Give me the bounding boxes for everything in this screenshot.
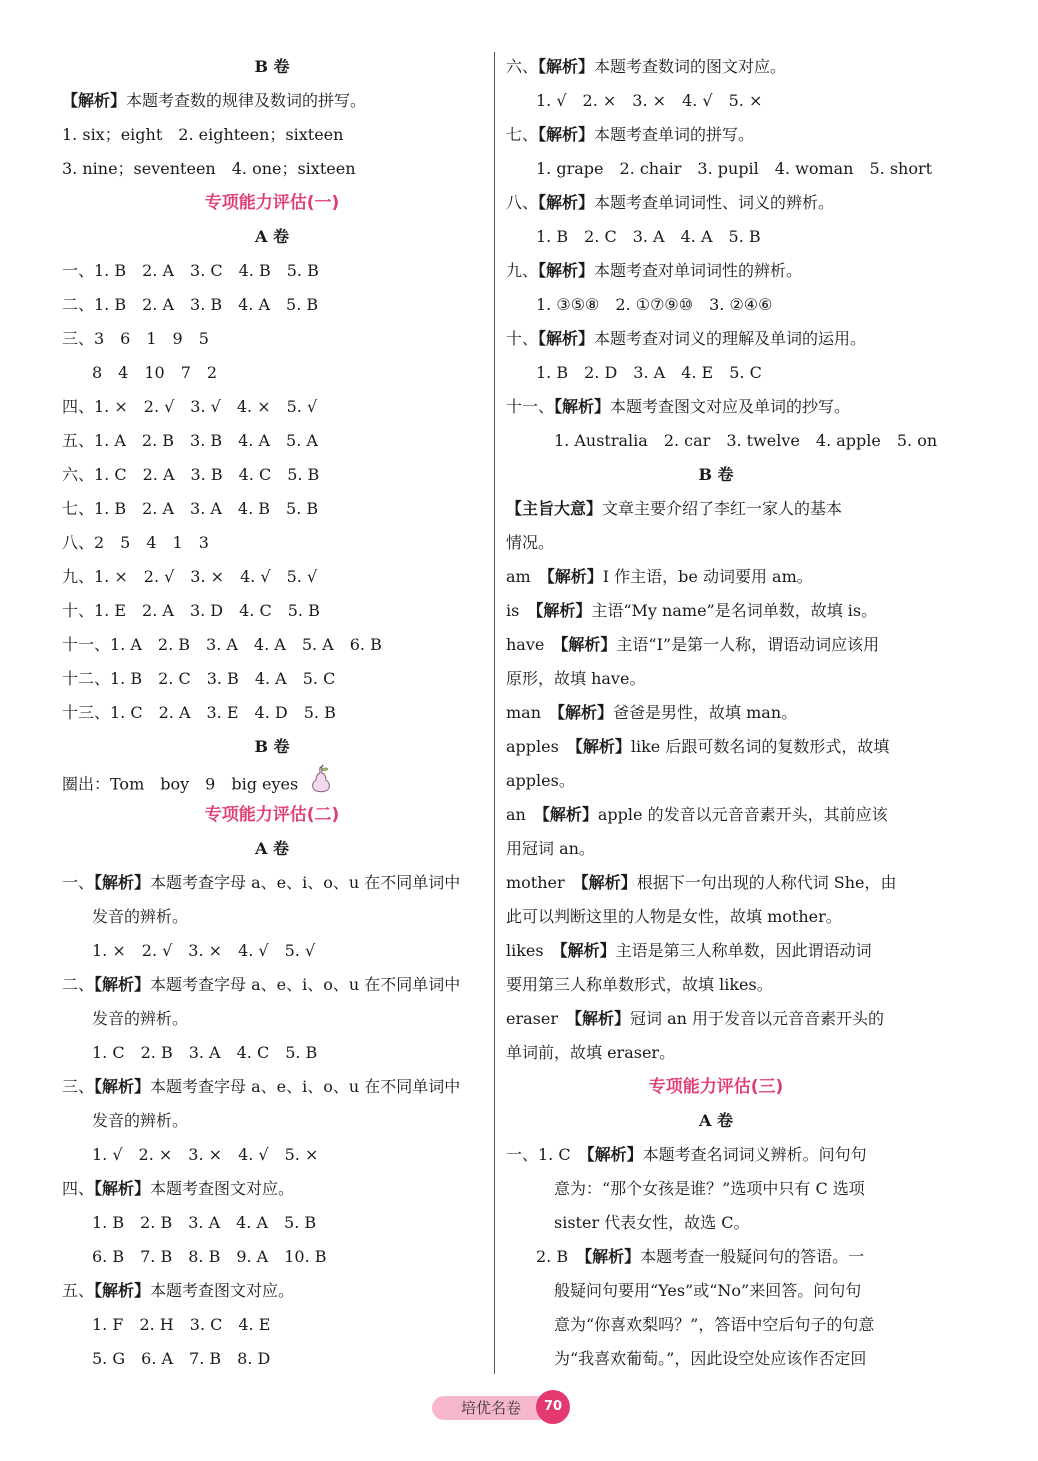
answer-line: likes 【解析】主语是第三人称单数，因此谓语动词	[506, 941, 872, 960]
answer-line: 圈出：Tom boy 9 big eyes	[62, 764, 482, 798]
answer-line: 七、【解析】本题考查单词的拼写。	[506, 125, 755, 144]
answer-line: 原形，故填 have。	[506, 669, 646, 688]
answer-line: 十一、【解析】本题考查图文对应及单词的抄写。	[506, 397, 851, 416]
section-title: 专项能力评估(二)	[204, 805, 340, 825]
section-title: 专项能力评估(一)	[204, 193, 340, 213]
answer-line: is 【解析】主语“My name”是名词单数，故填 is。	[506, 601, 878, 620]
answer-line: 1. C 2. B 3. A 4. C 5. B	[92, 1043, 318, 1062]
answer-line: 十三、1. C 2. A 3. E 4. D 5. B	[62, 703, 336, 722]
answer-line: 1. Australia 2. car 3. twelve 4. apple 5. on	[554, 431, 938, 450]
answer-line: 四、1. × 2. √ 3. √ 4. × 5. √	[62, 397, 318, 416]
answer-line: 5. G 6. A 7. B 8. D	[92, 1349, 271, 1368]
answer-line: 四、【解析】本题考查图文对应。	[62, 1179, 295, 1198]
answer-line: 1. √ 2. × 3. × 4. √ 5. ×	[92, 1145, 319, 1164]
answer-line: eraser 【解析】冠词 an 用于发音以元音音素开头的	[506, 1009, 885, 1028]
answer-line: 般疑问句要用“Yes”或“No”来回答。问句句	[554, 1281, 862, 1300]
answer-line: 意为：“那个女孩是谁？”选项中只有 C 选项	[554, 1179, 865, 1198]
answer-line: sister 代表女性，故选 C。	[554, 1213, 750, 1232]
answer-line: 六、1. C 2. A 3. B 4. C 5. B	[62, 465, 320, 484]
answer-line: 1. √ 2. × 3. × 4. √ 5. ×	[536, 91, 763, 110]
answer-line: 二、1. B 2. A 3. B 4. A 5. B	[62, 295, 319, 314]
answer-line: 2. B 【解析】本题考查一般疑问句的答语。一	[536, 1247, 865, 1266]
answer-line: 【解析】本题考查数的规律及数词的拼写。	[62, 91, 367, 110]
section-heading: B 卷	[698, 465, 734, 484]
answer-line: 五、【解析】本题考查图文对应。	[62, 1281, 295, 1300]
right-column	[506, 50, 938, 1376]
answer-line: 1. B 2. B 3. A 4. A 5. B	[92, 1213, 317, 1232]
page-footer	[432, 1390, 572, 1424]
section-heading: B 卷	[254, 57, 290, 76]
answer-line: 意为“你喜欢梨吗？”，答语中空后句子的句意	[554, 1315, 875, 1334]
answer-line: 九、【解析】本题考查对单词词性的辨析。	[506, 261, 803, 280]
answer-line: man 【解析】爸爸是男性，故填 man。	[506, 703, 798, 722]
answer-line: 此可以判断这里的人物是女性，故填 mother。	[506, 907, 842, 926]
answer-line: apples 【解析】like 后跟可数名词的复数形式，故填	[506, 737, 890, 756]
answer-line: 十一、1. A 2. B 3. A 4. A 5. A 6. B	[62, 635, 382, 654]
section-title: 专项能力评估(三)	[648, 1077, 784, 1097]
answer-line: 1. F 2. H 3. C 4. E	[92, 1315, 271, 1334]
footer-label: 培优名卷	[432, 1396, 550, 1420]
answer-line: 发音的辨析。	[92, 1111, 189, 1130]
answer-line: 【主旨大意】文章主要介绍了李红一家人的基本	[506, 499, 843, 518]
answer-line: 单词前，故填 eraser。	[506, 1043, 676, 1062]
answer-line: 十二、1. B 2. C 3. B 4. A 5. C	[62, 669, 336, 688]
answer-line: 三、3 6 1 9 5	[62, 329, 209, 348]
left-column	[62, 50, 482, 1376]
answer-line: 用冠词 an。	[506, 839, 595, 858]
answer-line: apples。	[506, 771, 575, 790]
answer-line: mother 【解析】根据下一句出现的人称代词 She，由	[506, 873, 897, 892]
answer-line: 十、1. E 2. A 3. D 4. C 5. B	[62, 601, 320, 620]
section-heading: B 卷	[254, 737, 290, 756]
answer-line: 九、1. × 2. √ 3. × 4. √ 5. √	[62, 567, 318, 586]
answer-line: 1. × 2. √ 3. × 4. √ 5. √	[92, 941, 316, 960]
answer-line: 1. six；eight 2. eighteen；sixteen	[62, 125, 344, 144]
answer-line: 五、1. A 2. B 3. B 4. A 5. A	[62, 431, 318, 450]
answer-line: 三、【解析】本题考查字母 a、e、i、o、u 在不同单词中	[62, 1077, 461, 1096]
answer-line: 1. B 2. C 3. A 4. A 5. B	[536, 227, 761, 246]
answer-line: 1. B 2. D 3. A 4. E 5. C	[536, 363, 762, 382]
answer-line: 要用第三人称单数形式，故填 likes。	[506, 975, 773, 994]
answer-line: 十、【解析】本题考查对词义的理解及单词的运用。	[506, 329, 867, 348]
answer-line: 八、【解析】本题考查单词词性、词义的辨析。	[506, 193, 835, 212]
answer-line: 为“我喜欢葡萄。”，因此设空处应该作否定回	[554, 1349, 867, 1368]
page-number: 70	[536, 1390, 570, 1424]
answer-line: 8 4 10 7 2	[92, 363, 218, 382]
answer-line: 二、【解析】本题考查字母 a、e、i、o、u 在不同单词中	[62, 975, 461, 994]
section-heading: A 卷	[699, 1111, 733, 1130]
answer-line: 发音的辨析。	[92, 907, 189, 926]
answer-line: 七、1. B 2. A 3. A 4. B 5. B	[62, 499, 319, 518]
answer-line: 一、1. B 2. A 3. C 4. B 5. B	[62, 261, 319, 280]
answer-line: 1. grape 2. chair 3. pupil 4. woman 5. short	[536, 159, 933, 178]
answer-line: 六、【解析】本题考查数词的图文对应。	[506, 57, 787, 76]
section-heading: A 卷	[255, 227, 289, 246]
answer-line: 3. nine；seventeen 4. one；sixteen	[62, 159, 356, 178]
column-divider	[494, 52, 495, 1374]
answer-line: 6. B 7. B 8. B 9. A 10. B	[92, 1247, 327, 1266]
answer-line: am 【解析】I 作主语，be 动词要用 am。	[506, 567, 813, 586]
answer-line: 八、2 5 4 1 3	[62, 533, 209, 552]
answer-line: have 【解析】主语“I”是第一人称，谓语动词应该用	[506, 635, 880, 654]
answer-line: 发音的辨析。	[92, 1009, 189, 1028]
answer-line: 一、【解析】本题考查字母 a、e、i、o、u 在不同单词中	[62, 873, 461, 892]
answer-line: 1. ③⑤⑧ 2. ①⑦⑨⑩ 3. ②④⑥	[536, 295, 773, 314]
section-heading: A 卷	[255, 839, 289, 858]
answer-line: 一、1. C 【解析】本题考查名词词义辨析。问句句	[506, 1145, 867, 1164]
answer-line: an 【解析】apple 的发音以元音音素开头，其前应该	[506, 805, 888, 824]
answer-line: 情况。	[506, 533, 555, 552]
